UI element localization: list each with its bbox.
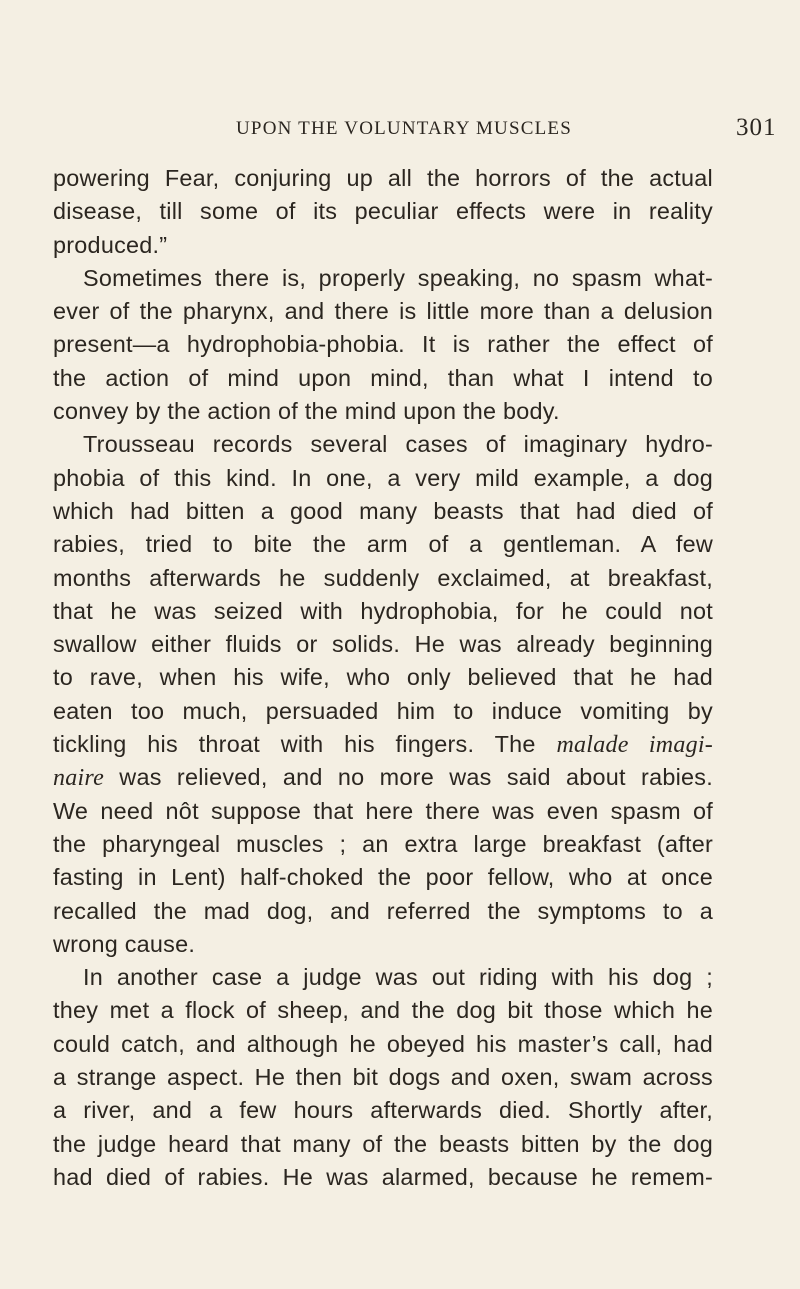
text-line (53, 728, 713, 761)
text-line: a river, and a few hours afterwards died. Shortly after, (53, 1097, 713, 1124)
text-line: disease, till some of its peculiar effects were in reality (53, 198, 713, 225)
paragraph-start-line: Trousseau records several cases of imaginary hydro- (83, 431, 713, 458)
paragraph-start-line: In another case a judge was out riding with his dog ; (83, 964, 713, 991)
paragraph-start-line: Sometimes there is, properly speaking, no spasm what- (83, 264, 713, 291)
text-line: a strange aspect. He then bit dogs and oxen, swam across (53, 1064, 713, 1091)
text-line: convey by the action of the mind upon the body. (53, 398, 560, 425)
text-line: phobia of this kind. In one, a very mild example, a dog (53, 464, 713, 491)
text-line: powering Fear, conjuring up all the horrors of the actual (53, 165, 713, 191)
text-line: months afterwards he suddenly exclaimed, at breakfast, (53, 564, 713, 591)
text-line: fasting in Lent) half-choked the poor fellow, who at once (53, 864, 713, 891)
text-line: which had bitten a good many beasts that had died of (53, 497, 713, 524)
text-line: swallow either fluids or solids. He was already beginning (53, 631, 713, 658)
text-line: they met a flock of sheep, and the dog bit those which he (53, 997, 713, 1024)
running-head (236, 114, 777, 142)
text-segment: tickling his throat with his fingers. The (53, 731, 536, 758)
text-line: present—a hydrophobia-phobia. It is rather the effect of (53, 331, 713, 358)
text-line: rabies, tried to bite the arm of a gentleman. A few (53, 531, 713, 558)
text-line: the judge heard that many of the beasts bitten by the dog (53, 1130, 713, 1157)
text-line: recalled the mad dog, and referred the symptoms to a (53, 897, 713, 924)
italic-phrase: naire (53, 765, 105, 792)
text-line: eaten too much, persuaded him to induce vomiting by (53, 697, 713, 724)
text-line: the action of mind upon mind, than what I intend to (53, 364, 713, 391)
text-line: wrong cause. (53, 930, 196, 957)
italic-phrase: malade imagi- (556, 732, 714, 759)
text-line: could catch, and although he obeyed his master’s call, had (53, 1030, 713, 1057)
text-line: produced.” (53, 231, 168, 258)
page-number: 301 (736, 114, 777, 141)
text-segment: was relieved, and no more was said about rabies. (119, 764, 713, 791)
text-line: We need nôt suppose that here there was even spasm of (53, 797, 713, 824)
running-title: UPON THE VOLUNTARY MUSCLES (236, 118, 572, 139)
text-line: the pharyngeal muscles ; an extra large breakfast (after (53, 830, 713, 857)
body-text (53, 162, 713, 1194)
text-line: ever of the pharynx, and there is little more than a delusion (53, 298, 713, 325)
text-line: had died of rabies. He was alarmed, because he remem- (53, 1163, 713, 1190)
text-line: that he was seized with hydrophobia, for he could not (53, 597, 713, 624)
text-line (53, 761, 713, 794)
text-line: to rave, when his wife, who only believed that he had (53, 664, 713, 691)
